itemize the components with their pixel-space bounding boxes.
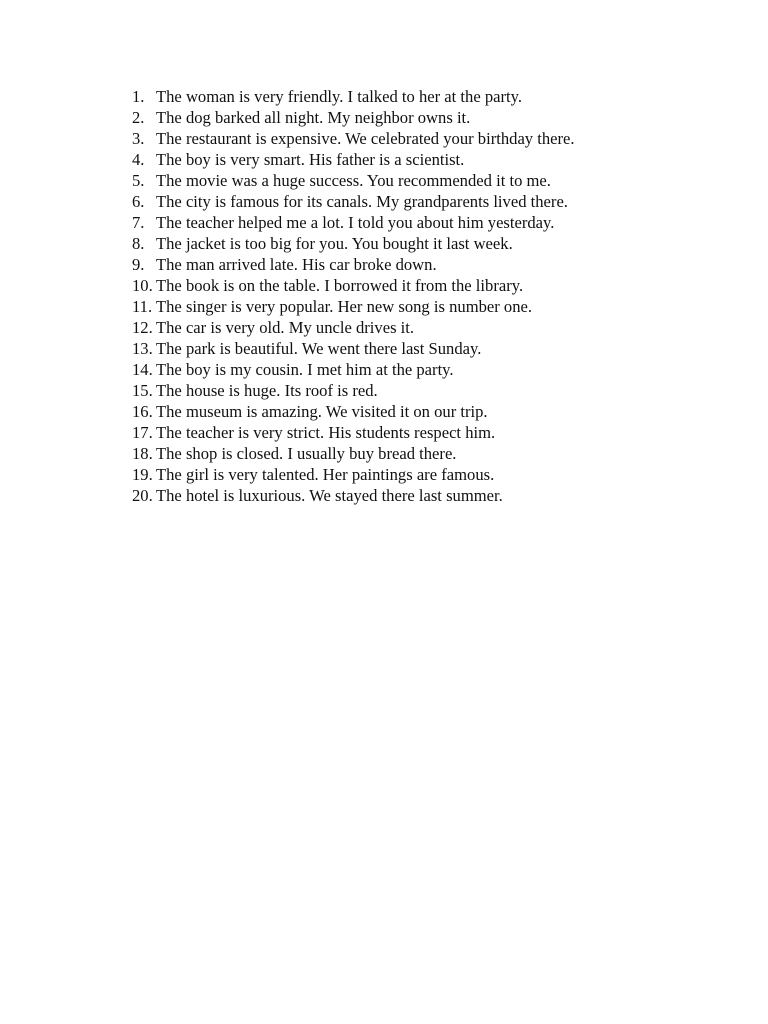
item-text: The shop is closed. I usually buy bread there. bbox=[156, 444, 457, 463]
list-item bbox=[132, 296, 575, 317]
sentence-list bbox=[132, 86, 575, 506]
item-text: The book is on the table. I borrowed it from the library. bbox=[156, 276, 524, 295]
list-item bbox=[132, 86, 575, 107]
list-item bbox=[132, 359, 575, 380]
item-number: 14. bbox=[132, 360, 153, 379]
item-number: 8. bbox=[132, 234, 145, 253]
item-number: 19. bbox=[132, 465, 153, 484]
item-text: The park is beautiful. We went there last Sunday. bbox=[156, 339, 482, 358]
list-item bbox=[132, 401, 575, 422]
list-item bbox=[132, 464, 575, 485]
list-item bbox=[132, 380, 575, 401]
list-item bbox=[132, 149, 575, 170]
item-text: The house is huge. Its roof is red. bbox=[156, 381, 378, 400]
list-item bbox=[132, 443, 575, 464]
list-item bbox=[132, 191, 575, 212]
item-text: The boy is very smart. His father is a scientist. bbox=[156, 150, 465, 169]
list-item bbox=[132, 317, 575, 338]
item-number: 7. bbox=[132, 213, 145, 232]
list-item bbox=[132, 338, 575, 359]
item-text: The singer is very popular. Her new song is number one. bbox=[156, 297, 533, 316]
item-number: 1. bbox=[132, 87, 145, 106]
item-text: The teacher helped me a lot. I told you about him yesterday. bbox=[156, 213, 555, 232]
item-number: 17. bbox=[132, 423, 153, 442]
item-number: 2. bbox=[132, 108, 145, 127]
item-number: 6. bbox=[132, 192, 145, 211]
item-number: 3. bbox=[132, 129, 145, 148]
item-number: 12. bbox=[132, 318, 153, 337]
list-item bbox=[132, 254, 575, 275]
list-item bbox=[132, 170, 575, 191]
item-number: 13. bbox=[132, 339, 153, 358]
item-number: 20. bbox=[132, 486, 153, 505]
item-text: The movie was a huge success. You recommended it to me. bbox=[156, 171, 551, 190]
item-number: 5. bbox=[132, 171, 145, 190]
item-text: The girl is very talented. Her paintings are famous. bbox=[156, 465, 495, 484]
list-item bbox=[132, 233, 575, 254]
item-text: The restaurant is expensive. We celebrated your birthday there. bbox=[156, 129, 575, 148]
item-text: The boy is my cousin. I met him at the party. bbox=[156, 360, 454, 379]
list-item bbox=[132, 422, 575, 443]
item-text: The car is very old. My uncle drives it. bbox=[156, 318, 415, 337]
item-text: The teacher is very strict. His students respect him. bbox=[156, 423, 496, 442]
list-item bbox=[132, 212, 575, 233]
item-number: 10. bbox=[132, 276, 153, 295]
item-text: The man arrived late. His car broke down. bbox=[156, 255, 437, 274]
item-number: 16. bbox=[132, 402, 153, 421]
list-item bbox=[132, 128, 575, 149]
item-number: 4. bbox=[132, 150, 145, 169]
item-number: 15. bbox=[132, 381, 153, 400]
item-number: 18. bbox=[132, 444, 153, 463]
item-text: The museum is amazing. We visited it on our trip. bbox=[156, 402, 488, 421]
item-text: The hotel is luxurious. We stayed there last summer. bbox=[156, 486, 503, 505]
item-text: The city is famous for its canals. My grandparents lived there. bbox=[156, 192, 568, 211]
list-item bbox=[132, 107, 575, 128]
item-number: 11. bbox=[132, 297, 153, 316]
item-text: The dog barked all night. My neighbor owns it. bbox=[156, 108, 471, 127]
item-text: The woman is very friendly. I talked to her at the party. bbox=[156, 87, 523, 106]
list-item bbox=[132, 275, 575, 296]
item-text: The jacket is too big for you. You bought it last week. bbox=[156, 234, 513, 253]
item-number: 9. bbox=[132, 255, 145, 274]
list-item bbox=[132, 485, 575, 506]
